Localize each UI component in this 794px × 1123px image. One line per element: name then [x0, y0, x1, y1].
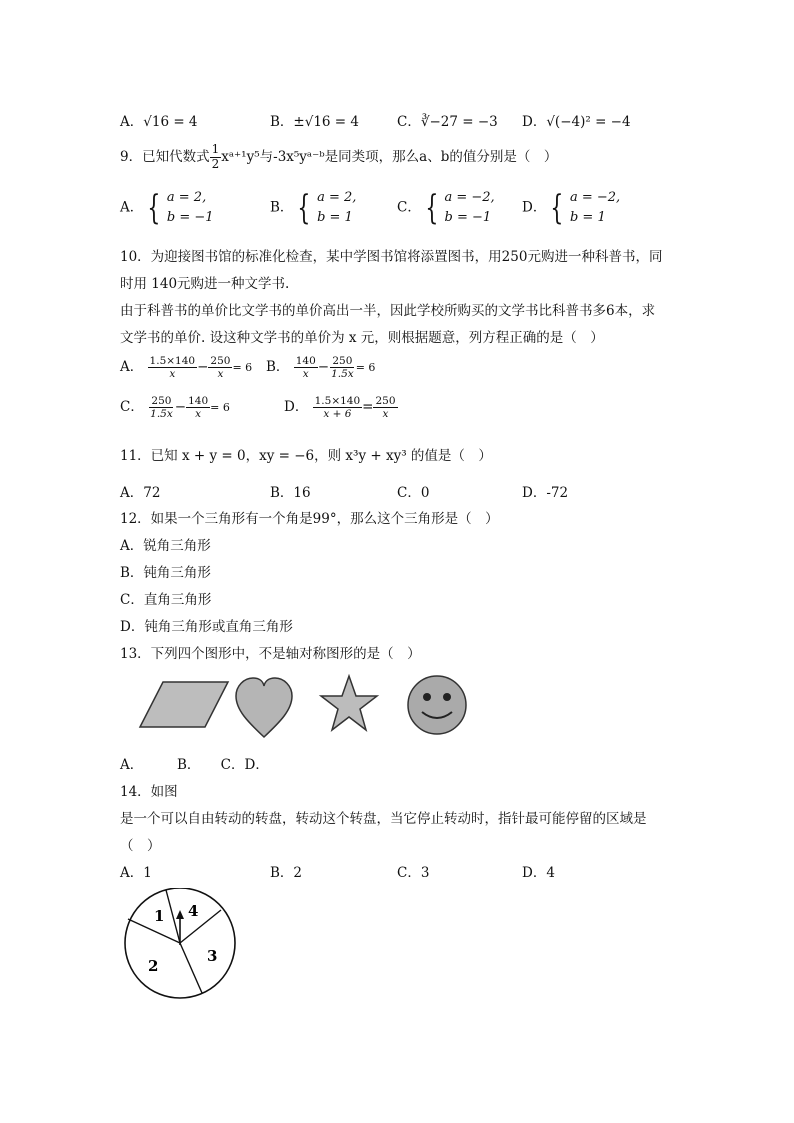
brace-icon: { — [425, 188, 439, 229]
q10-line-3: 由于科普书的单价比文学书的单价高出一半，因此学校所购买的文学书比科普书多6本，求 — [120, 303, 656, 319]
q12-option-a[interactable]: A．锐角三角形 — [120, 538, 211, 554]
q9-option-c[interactable] — [397, 188, 495, 228]
q10-line-1: 10．为迎接图书馆的标准化检查，某中学图书馆将添置图书，用250元购进一种科普书，同 — [120, 249, 663, 265]
option-label: C． — [120, 399, 144, 416]
option-expr: ∛−27 = −3 — [420, 114, 498, 130]
option-label: D． — [522, 114, 547, 130]
option-text: -72 — [546, 485, 569, 501]
fraction-numerator: 250 — [210, 355, 231, 367]
fraction-denominator: x — [302, 368, 309, 381]
option-label: D． — [522, 485, 547, 501]
spinner-figure — [118, 888, 243, 1000]
system-row: b = 1 — [317, 210, 353, 226]
system-row: a = −2, — [569, 190, 621, 205]
operator: = — [362, 399, 374, 416]
fraction-denominator: 1.5x — [331, 368, 354, 381]
q9-stem — [120, 143, 557, 172]
fraction — [148, 355, 198, 380]
option-text: 3 — [420, 865, 430, 881]
fraction — [208, 355, 232, 380]
q9-option-b[interactable] — [270, 188, 356, 228]
q8-option-c[interactable] — [397, 110, 498, 130]
q10-option-c[interactable] — [120, 395, 230, 420]
equation-rhs: = 6 — [355, 361, 376, 375]
option-label: C． — [397, 114, 421, 130]
option-label: D． — [522, 199, 547, 216]
q14-stem-2: 是一个可以自由转动的转盘，转动这个转盘，当它停止转动时，指针最可能停留的区域是 — [120, 811, 647, 827]
fraction — [186, 395, 210, 420]
fraction — [148, 395, 175, 420]
parallelogram-shape[interactable] — [140, 682, 228, 727]
brace-icon: { — [297, 188, 311, 229]
q12-option-c[interactable]: C．直角三角形 — [120, 592, 212, 608]
equation-system — [293, 188, 356, 228]
q11-option-b[interactable] — [270, 481, 311, 501]
equation-system — [143, 188, 213, 228]
q9-stem-post: xᵃ⁺¹y⁵与-3x⁵yᵃ⁻ᵇ是同类项，那么a、b的值分别是（ ） — [221, 148, 558, 165]
q14-option-a[interactable] — [120, 861, 152, 881]
brace-icon: { — [550, 188, 564, 229]
q12-stem: 12．如果一个三角形有一个角是99°，那么这个三角形是（ ） — [120, 511, 499, 527]
q11-option-d[interactable] — [522, 481, 568, 501]
option-label: B． — [270, 485, 294, 501]
region-label-2: 2 — [148, 957, 159, 975]
operator: − — [317, 359, 330, 376]
fraction-numerator: 140 — [188, 395, 209, 407]
q10-option-d[interactable] — [284, 395, 398, 420]
q12-option-b[interactable]: B．钝角三角形 — [120, 565, 211, 581]
option-label: A． — [120, 359, 144, 376]
fraction-numerator: 1.5×140 — [314, 395, 361, 407]
q10-option-b[interactable] — [266, 355, 375, 380]
option-label: A． — [120, 114, 144, 130]
q8-option-a[interactable] — [120, 110, 198, 130]
option-text: 1 — [143, 865, 152, 881]
fraction-numerator: 250 — [332, 355, 353, 367]
option-label: C． — [397, 485, 421, 501]
heart-shape[interactable] — [236, 678, 292, 737]
q13-option-labels: A． B． C．D． — [120, 757, 269, 773]
q10-option-a[interactable] — [120, 355, 252, 380]
option-label: A． — [120, 485, 144, 501]
q8-option-b[interactable] — [270, 110, 359, 130]
q11-option-a[interactable] — [120, 481, 160, 501]
option-label: A． — [120, 865, 144, 881]
q13-stem: 13．下列四个图形中，不是轴对称图形的是（ ） — [120, 646, 421, 662]
q14-stem-1: 14．如图 — [120, 784, 178, 800]
option-label: A． — [120, 199, 144, 216]
fraction-denominator: x — [195, 408, 202, 421]
star-shape[interactable] — [321, 676, 377, 730]
operator: − — [174, 399, 187, 416]
q10-line-2: 时用 140元购进一种文学书. — [120, 276, 290, 292]
option-expr: √16 = 4 — [143, 114, 198, 130]
option-expr: ±√16 = 4 — [293, 114, 359, 130]
option-text: 16 — [293, 485, 311, 501]
system-row: b = −1 — [166, 210, 214, 226]
fraction-numerator: 250 — [375, 395, 396, 407]
q9-stem-pre: 9．已知代数式 — [120, 148, 210, 165]
equation-system — [421, 188, 495, 228]
region-label-1: 1 — [154, 907, 165, 925]
region-label-4: 4 — [188, 902, 199, 920]
system-row: b = 1 — [569, 210, 606, 226]
system-row: b = −1 — [444, 210, 492, 226]
option-label: B． — [270, 865, 294, 881]
fraction-denominator: x — [169, 368, 176, 381]
fraction-denominator: x — [382, 408, 389, 421]
option-label: C． — [397, 865, 421, 881]
q9-option-a[interactable] — [120, 188, 214, 228]
q10-line-4: 文学书的单价. 设这种文学书的单价为 x 元，则根据题意，列方程正确的是（ ） — [120, 330, 604, 346]
option-label: B． — [270, 114, 294, 130]
fraction-denominator: x — [217, 368, 224, 381]
option-label: B． — [266, 359, 290, 376]
option-text: 0 — [420, 485, 430, 501]
fraction-numerator: 250 — [151, 395, 172, 407]
q11-stem: 11．已知 x + y = 0，xy = −6，则 x³y + xy³ 的值是（ ） — [120, 448, 492, 464]
option-text: 72 — [143, 485, 161, 501]
region-label-3: 3 — [207, 947, 218, 965]
q11-option-c[interactable] — [397, 481, 429, 501]
fraction — [329, 355, 356, 380]
option-text: 4 — [546, 865, 555, 881]
fraction-denominator: x + 6 — [323, 408, 352, 421]
q9-option-d[interactable] — [522, 188, 620, 228]
fraction-numerator: 1 — [211, 142, 220, 156]
q14-option-c[interactable] — [397, 861, 429, 881]
fraction — [373, 395, 397, 420]
brace-icon: { — [147, 188, 161, 229]
option-label: D． — [284, 399, 309, 416]
equation-rhs: = 6 — [232, 361, 253, 375]
option-label: D． — [522, 865, 547, 881]
equation-system — [546, 188, 620, 228]
option-expr: √(−4)² = −4 — [546, 114, 631, 130]
option-label: C． — [397, 199, 421, 216]
half-fraction — [210, 143, 222, 172]
smiley-face-shape[interactable] — [408, 676, 466, 734]
q14-option-b[interactable] — [270, 861, 302, 881]
fraction-denominator: 2 — [211, 156, 220, 171]
q12-option-d[interactable]: D．钝角三角形或直角三角形 — [120, 619, 293, 635]
fraction-numerator: 140 — [295, 355, 316, 367]
equation-rhs: = 6 — [210, 401, 230, 415]
fraction-numerator: 1.5×140 — [149, 355, 196, 367]
system-row: a = 2, — [317, 190, 357, 205]
fraction — [294, 355, 318, 380]
operator: − — [197, 359, 209, 376]
option-text: 2 — [293, 865, 303, 881]
system-row: a = 2, — [166, 190, 207, 205]
option-label: B． — [270, 199, 294, 216]
q8-option-d[interactable] — [522, 110, 631, 130]
q14-stem-3: （ ） — [120, 838, 161, 854]
fraction — [313, 395, 363, 420]
fraction-denominator: 1.5x — [150, 408, 173, 421]
q14-option-d[interactable] — [522, 861, 555, 881]
q13-figures — [118, 672, 478, 742]
system-row: a = −2, — [444, 190, 495, 205]
